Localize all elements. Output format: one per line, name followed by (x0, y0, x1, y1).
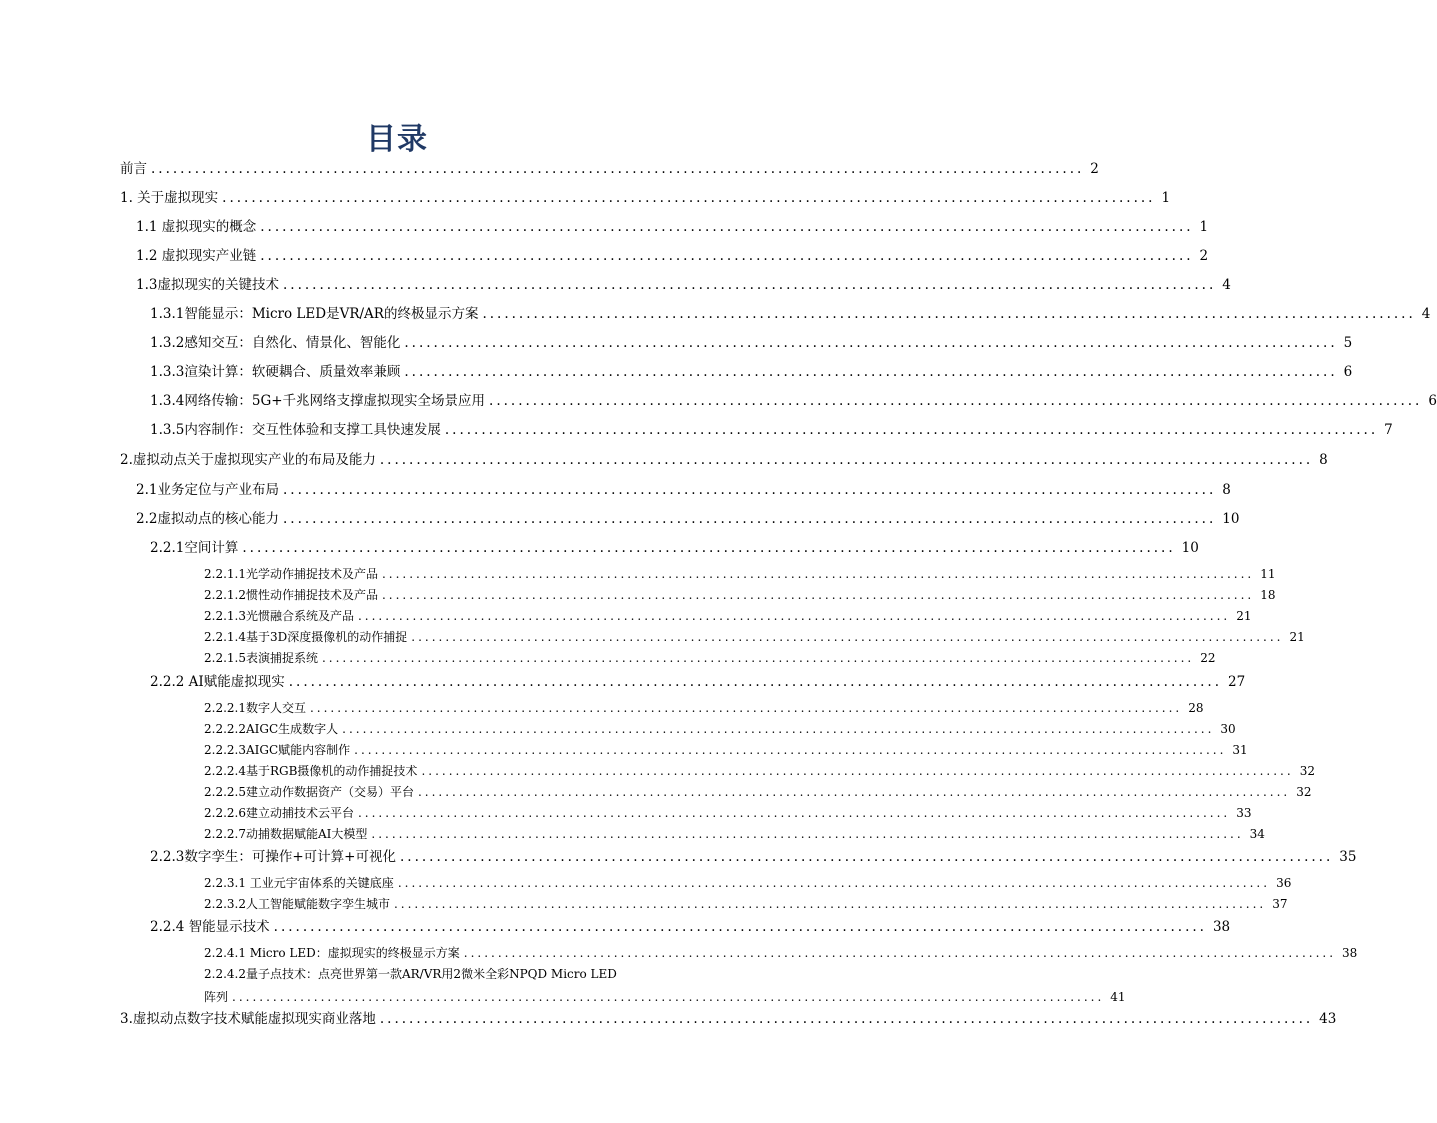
toc-entry[interactable] (150, 536, 1199, 556)
toc-entry[interactable] (150, 302, 1431, 322)
toc-leader: ................................................................................................................................ (397, 876, 1271, 890)
toc-leader: ................................................................................................................................ (404, 335, 1338, 351)
toc-entry-label: 2.2虚拟动点的核心能力 (136, 511, 279, 527)
toc-leader: ................................................................................................................................ (232, 990, 1105, 1004)
toc-entry-label: 1. 关于虚拟现实 (120, 190, 219, 206)
toc-entry[interactable] (204, 565, 1276, 582)
toc-entry-page: 10 (1181, 540, 1199, 556)
toc-entry[interactable] (150, 915, 1231, 935)
toc-entry[interactable] (136, 244, 1209, 264)
toc-entry-label: 2.2.2.7动捕数据赋能AI大模型 (204, 827, 368, 841)
toc-leader: ................................................................................................................................ (357, 609, 1231, 623)
toc-entry[interactable] (136, 478, 1231, 498)
toc-leader: ................................................................................................................................ (371, 827, 1244, 841)
toc-entry-page: 8 (1319, 452, 1328, 468)
toc-entry-page: 33 (1236, 806, 1252, 820)
toc-leader: ................................................................................................................................ (411, 630, 1284, 644)
toc-entry-label: 3.虚拟动点数字技术赋能虚拟现实商业落地 (120, 1011, 376, 1027)
toc-entry-page: 6 (1343, 364, 1353, 380)
toc-entry[interactable] (204, 741, 1248, 758)
toc-leader: ................................................................................................................................ (222, 190, 1156, 206)
toc-leader: ................................................................................................................................ (260, 219, 1194, 235)
toc-leader: ................................................................................................................................ (379, 452, 1314, 468)
toc-entry[interactable] (120, 1007, 1337, 1027)
toc-entry-page: 37 (1272, 897, 1288, 911)
toc-entry[interactable] (204, 825, 1265, 842)
toc-entry-label: 2.2.3数字孪生：可操作+可计算+可视化 (150, 849, 396, 865)
toc-leader: ................................................................................................................................ (399, 849, 1334, 865)
toc-leader: ................................................................................................................................ (282, 511, 1217, 527)
toc-entry-label: 2.2.2.1数字人交互 (204, 701, 306, 715)
toc-entry-label: 1.3虚拟现实的关键技术 (136, 277, 279, 293)
toc-entry-label: 2.虚拟动点关于虚拟现实产业的布局及能力 (120, 452, 376, 468)
toc-entry-page: 21 (1289, 630, 1305, 644)
toc-entry-page: 4 (1222, 277, 1231, 293)
toc-leader: ................................................................................................................................ (282, 277, 1217, 293)
toc-entry-page: 38 (1342, 946, 1358, 960)
toc-entry[interactable] (204, 649, 1216, 666)
toc-leader: ................................................................................................................................ (379, 1011, 1314, 1027)
toc-entry[interactable] (204, 607, 1252, 624)
toc-entry-label: 2.2.2.6建立动捕技术云平台 (204, 806, 354, 820)
toc-entry-label: 1.3.1智能显示：Micro LED是VR/AR的终极显示方案 (150, 306, 479, 322)
toc-entry[interactable] (120, 448, 1328, 468)
toc-entry-label: 2.2.1.5表演捕捉系统 (204, 651, 318, 665)
toc-entry[interactable] (204, 586, 1276, 603)
toc-entry-page: 32 (1299, 764, 1315, 778)
toc-entry[interactable] (136, 215, 1209, 235)
toc-leader: ................................................................................................................................ (321, 651, 1195, 665)
toc-leader: ................................................................................................................................ (273, 919, 1207, 935)
toc-entry-label: 2.2.2 AI赋能虚拟现实 (150, 674, 285, 690)
toc-entry-page: 6 (1428, 393, 1437, 409)
toc-entry[interactable] (150, 360, 1353, 380)
toc-leader: ................................................................................................................................ (309, 701, 1183, 715)
toc-leader: ................................................................................................................................ (342, 722, 1215, 736)
toc-entry-label: 1.3.5内容制作：交互性体验和支撑工具快速发展 (150, 422, 441, 438)
toc-entry-page: 7 (1384, 422, 1393, 438)
toc-leader: ................................................................................................................................ (354, 743, 1227, 757)
toc-entry-page: 18 (1260, 588, 1276, 602)
toc-entry-page: 38 (1212, 919, 1231, 935)
toc-entry[interactable] (136, 507, 1240, 527)
toc-entry[interactable] (204, 874, 1292, 891)
toc-entry-page: 28 (1188, 701, 1204, 715)
toc-entry-page: 2 (1199, 248, 1209, 264)
toc-entry-label: 2.2.3.1 工业元宇宙体系的关键底座 (204, 876, 394, 890)
toc-entry[interactable] (120, 186, 1171, 206)
toc-entry-page: 1 (1199, 219, 1209, 235)
toc-entry-page: 22 (1200, 651, 1216, 665)
toc-entry-label: 2.2.2.2AIGC生成数字人 (204, 722, 339, 736)
toc-entry[interactable] (204, 762, 1315, 779)
toc-entry-page: 32 (1296, 785, 1312, 799)
toc-leader: ................................................................................................................................ (489, 393, 1423, 409)
toc-entry-label: 前言 (120, 161, 147, 177)
toc-entry[interactable] (204, 720, 1236, 737)
toc-entry-label-continued: 阵列 (204, 990, 229, 1004)
toc-entry[interactable] (204, 628, 1305, 645)
toc-entry-label: 2.2.4.2量子点技术：点亮世界第一款AR/VR用2微米全彩NPQD Micro LED (204, 967, 617, 981)
toc-entry-label: 1.2 虚拟现实产业链 (136, 248, 257, 264)
toc-entry-label: 2.2.1.3光惯融合系统及产品 (204, 609, 354, 623)
toc-leader: ................................................................................................................................ (381, 588, 1255, 602)
toc-entry-label: 1.3.4网络传输：5G+千兆网络支撑虚拟现实全场景应用 (150, 393, 486, 409)
toc-entry-page: 27 (1228, 674, 1246, 690)
toc-entry-label: 2.2.1.2惯性动作捕捉技术及产品 (204, 588, 378, 602)
toc-entry-page: 35 (1339, 849, 1357, 865)
toc-entry[interactable] (204, 783, 1312, 800)
toc-entry[interactable] (204, 699, 1204, 716)
toc-leader: ................................................................................................................................ (242, 540, 1176, 556)
toc-entry-page: 11 (1260, 567, 1276, 581)
toc-entry-page: 21 (1236, 609, 1252, 623)
toc-entry-label: 2.2.2.3AIGC赋能内容制作 (204, 743, 351, 757)
toc-entry-label: 2.1业务定位与产业布局 (136, 482, 279, 498)
toc-entry[interactable] (150, 389, 1437, 409)
toc-leader: ................................................................................................................................ (381, 567, 1255, 581)
toc-entry-label: 2.2.3.2人工智能赋能数字孪生城市 (204, 897, 390, 911)
toc-entry[interactable] (204, 944, 1358, 961)
toc-entry[interactable] (120, 157, 1099, 177)
toc-entry-label: 2.2.4 智能显示技术 (150, 919, 270, 935)
toc-entry-page: 31 (1232, 743, 1248, 757)
toc-leader: ................................................................................................................................ (393, 897, 1267, 911)
toc-leader: ................................................................................................................................ (417, 785, 1291, 799)
toc-leader: ................................................................................................................................ (444, 422, 1379, 438)
toc-entry-label: 1.1 虚拟现实的概念 (136, 219, 257, 235)
toc-leader: ................................................................................................................................ (357, 806, 1231, 820)
toc-entry-page: 34 (1249, 827, 1265, 841)
toc-leader: ................................................................................................................................ (421, 764, 1294, 778)
toc-entry-label: 2.2.4.1 Micro LED：虚拟现实的终极显示方案 (204, 946, 460, 960)
toc-leader: ................................................................................................................................ (151, 161, 1085, 177)
toc-entry[interactable] (150, 331, 1353, 351)
toc-leader: ................................................................................................................................ (282, 482, 1217, 498)
toc-entry-label: 2.2.1空间计算 (150, 540, 239, 556)
toc-entry[interactable] (204, 804, 1252, 821)
toc-entry-page: 1 (1161, 190, 1171, 206)
toc-entry[interactable] (150, 845, 1357, 865)
toc-entry-page: 36 (1276, 876, 1292, 890)
toc-entry-label: 2.2.2.4基于RGB摄像机的动作捕捉技术 (204, 764, 418, 778)
toc-entry-page: 5 (1343, 335, 1353, 351)
toc-entry[interactable] (150, 418, 1393, 438)
toc-entry-page: 41 (1110, 990, 1126, 1004)
toc-entry-label: 2.2.1.4基于3D深度摄像机的动作捕捉 (204, 630, 408, 644)
toc-entry[interactable] (136, 273, 1231, 293)
toc-entry-page: 10 (1222, 511, 1240, 527)
toc-leader: ................................................................................................................................ (288, 674, 1223, 690)
toc-leader: ................................................................................................................................ (404, 364, 1338, 380)
toc-entry-page: 8 (1222, 482, 1231, 498)
toc-entry-page: 30 (1220, 722, 1236, 736)
toc-leader: ................................................................................................................................ (463, 946, 1337, 960)
toc-entry[interactable] (204, 895, 1288, 912)
toc-entry-label: 1.3.3渲染计算：软硬耦合、质量效率兼顾 (150, 364, 401, 380)
toc-entry-label: 1.3.2感知交互：自然化、情景化、智能化 (150, 335, 401, 351)
toc-entry[interactable] (150, 670, 1246, 690)
toc-entry-label: 2.2.1.1光学动作捕捉技术及产品 (204, 567, 378, 581)
toc-title: 目录 (366, 122, 428, 157)
toc-entry-label: 2.2.2.5建立动作数据资产（交易）平台 (204, 785, 414, 799)
toc-leader: ................................................................................................................................ (482, 306, 1416, 322)
toc-entry-page: 4 (1421, 306, 1431, 322)
toc-entry-page: 2 (1090, 161, 1099, 177)
toc-entry-page: 43 (1319, 1011, 1337, 1027)
toc-leader: ................................................................................................................................ (260, 248, 1194, 264)
toc-entry[interactable] (204, 965, 1126, 1005)
